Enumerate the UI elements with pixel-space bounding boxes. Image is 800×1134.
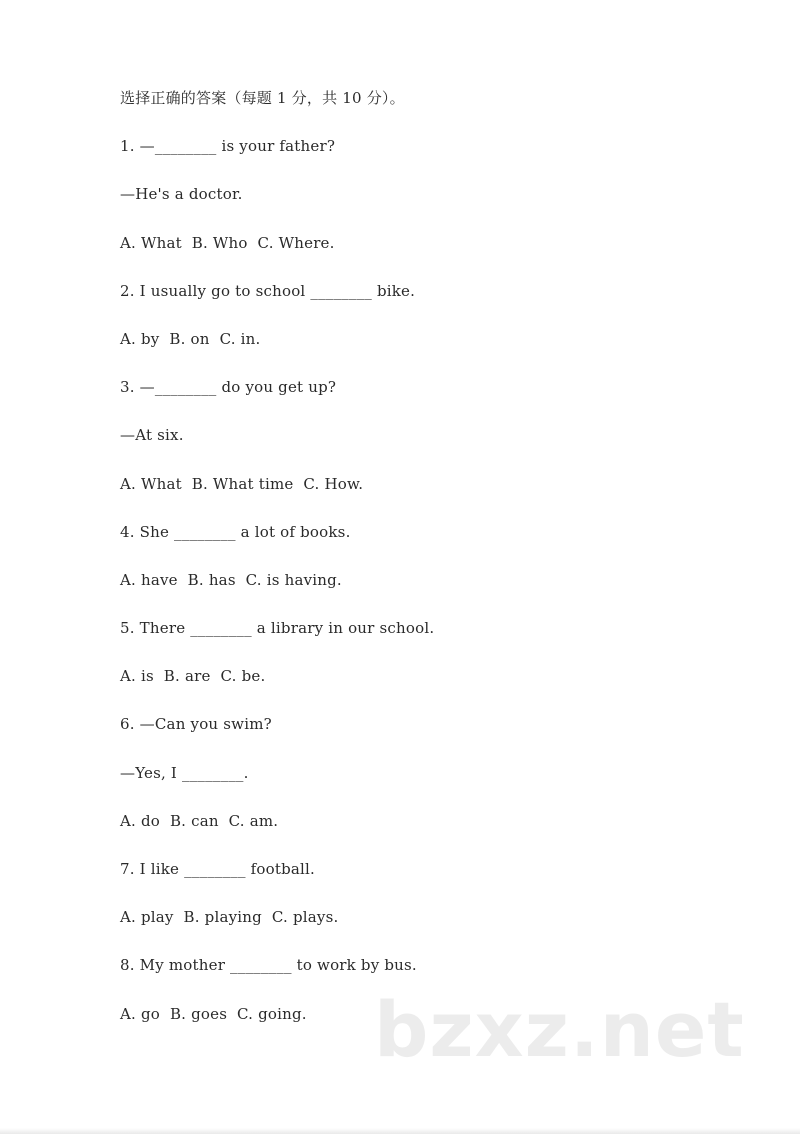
q6-answer-line: —Yes, I ________. (120, 763, 249, 782)
q4-options: A. have B. has C. is having. (120, 570, 342, 589)
q7-question: 7. I like ________ football. (120, 860, 316, 878)
q5-question: 5. There ________ a library in our school. (120, 619, 435, 638)
instruction-text: 选择正确的答案（每题 1 分，共 10 分）。 (120, 89, 405, 107)
watermark-logo: bzxz.net (374, 985, 745, 1074)
q6-question: 6. —Can you swim? (120, 715, 272, 734)
q3-options: A. What B. What time C. How. (120, 474, 364, 493)
q3-question: 3. —________ do you get up? (120, 378, 337, 397)
q8-question: 8. My mother ________ to work by bus. (120, 956, 417, 975)
q2-question: 2. I usually go to school ________ bike. (120, 281, 416, 300)
q1-answer-line: —He's a doctor. (120, 185, 243, 204)
worksheet-content (120, 88, 740, 1052)
q7-options: A. play B. playing C. plays. (120, 908, 339, 927)
q1-options: A. What B. Who C. Where. (120, 233, 335, 252)
q3-answer-line: —At six. (120, 426, 184, 445)
q2-options: A. by B. on C. in. (120, 329, 261, 348)
q8-options: A. go B. goes C. going. (120, 1004, 307, 1023)
page-bottom-edge (0, 1128, 800, 1134)
q1-question: 1. —________ is your father? (120, 137, 336, 156)
q5-options: A. is B. are C. be. (120, 667, 266, 686)
q6-options: A. do B. can C. am. (120, 811, 279, 830)
q4-question: 4. She ________ a lot of books. (120, 522, 351, 541)
